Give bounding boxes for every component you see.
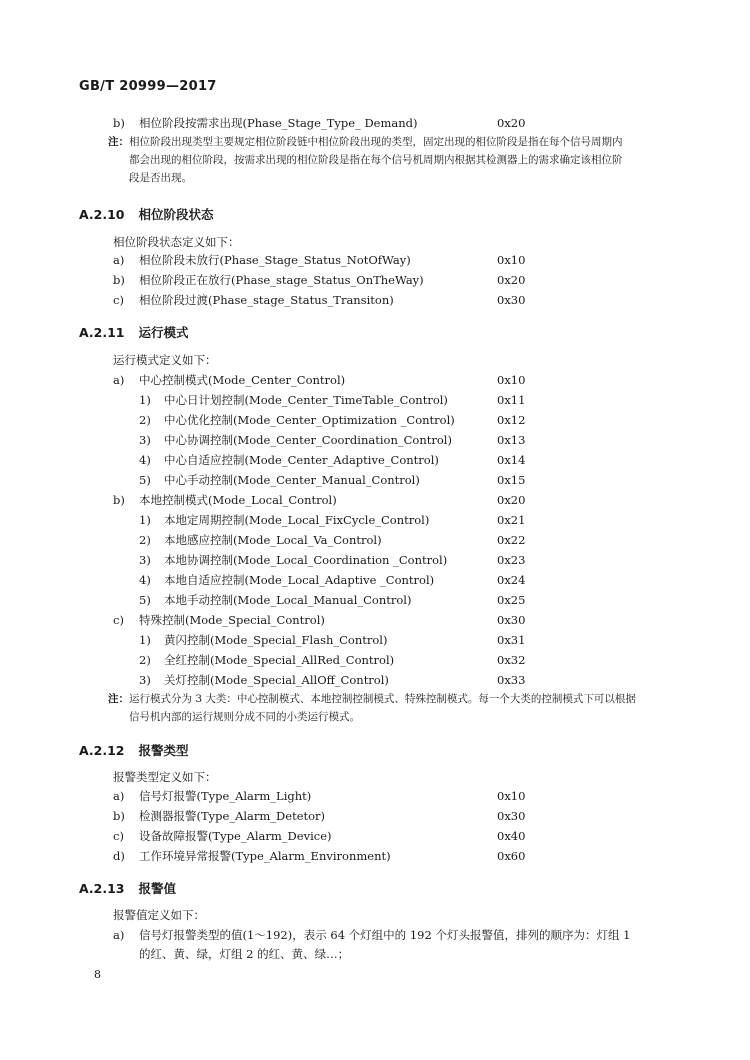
sub-text: 中心手动控制(Mode_Center_Manual_Control) [164,473,420,487]
sub-label: 3) [139,673,151,687]
note-line: 相位阶段出现类型主要规定相位阶段链中相位阶段出现的类型，固定出现的相位阶段是指在每个信号周期内 [129,136,623,148]
sub-text: 中心日计划控制(Mode_Center_TimeTable_Control) [164,393,448,407]
sub-item [139,573,435,587]
sub-text: 关灯控制(Mode_Special_AllOff_Control) [164,673,389,687]
sub-label: 3) [139,433,151,447]
sub-label: 3) [139,553,151,567]
sub-label: 2) [139,533,151,547]
sub-text: 本地感应控制(Mode_Local_Va_Control) [164,533,382,547]
list-item [113,273,424,287]
list-item [113,253,411,267]
item-text: 工作环境异常报警(Type_Alarm_Environment) [139,849,391,863]
section-title: 报警类型 [138,743,189,758]
sub-item [139,453,439,467]
sub-text: 全红控制(Mode_Special_AllRed_Control) [164,653,395,667]
item-text: 特殊控制(Mode_Special_Control) [139,613,325,627]
item-code: 0x30 [497,613,526,627]
item-code: 0x24 [497,573,526,587]
item-code: 0x31 [497,633,526,647]
sub-label: 4) [139,453,151,467]
sub-item [139,533,382,547]
item-code: 0x60 [497,849,526,863]
item-code: 0x30 [497,809,526,823]
sub-text: 黄闪控制(Mode_Special_Flash_Control) [164,633,388,647]
list-item [113,849,391,863]
item-code: 0x10 [497,373,526,387]
section-title: 运行模式 [138,325,189,340]
item-label: a) [113,253,125,267]
item-label: c) [113,613,124,627]
sub-text: 本地自适应控制(Mode_Local_Adaptive _Control) [164,573,435,587]
item-code: 0x22 [497,533,526,547]
item-text: 本地控制模式(Mode_Local_Control) [139,493,337,507]
standard-number: GB/T 20999—2017 [79,79,217,94]
section-title: 相位阶段状态 [138,207,214,222]
item-label: b) [113,493,125,507]
item-text: 相位阶段过渡(Phase_stage_Status_Transiton) [139,293,394,307]
item-code: 0x21 [497,513,526,527]
item-code: 0x14 [497,453,526,467]
sub-label: 2) [139,653,151,667]
section-title: 报警值 [138,881,177,896]
list-item [113,789,312,803]
note [108,134,623,150]
item-text: 相位阶段未放行(Phase_Stage_Status_NotOfWay) [139,253,411,267]
section-heading [79,323,189,341]
section-heading [79,741,189,759]
section-intro: 相位阶段状态定义如下： [113,235,240,249]
item-code: 0x30 [497,293,526,307]
list-item [113,293,394,307]
item-code: 0x11 [497,393,526,407]
page-number: 8 [94,968,101,981]
sub-item [139,413,455,427]
sub-label: 1) [139,393,151,407]
section-intro: 报警类型定义如下： [113,770,217,784]
item-label: b) [113,809,125,823]
sub-text: 中心自适应控制(Mode_Center_Adaptive_Control) [164,453,439,467]
section-number: A.2.11 [79,325,125,340]
item-code: 0x20 [497,493,526,507]
item-text: 检测器报警(Type_Alarm_Detetor) [139,809,326,823]
sub-label: 4) [139,573,151,587]
item-label: c) [113,829,124,843]
sub-text: 中心优化控制(Mode_Center_Optimization _Control) [164,413,455,427]
item-text: 信号灯报警类型的值(1～192)，表示 64 个灯组中的 192 个灯头报警值，排列的顺序为：灯组 1 [139,928,631,942]
item-code: 0x23 [497,553,526,567]
item-code: 0x13 [497,433,526,447]
sub-item [139,513,430,527]
note-line: 都会出现的相位阶段，按需求出现的相位阶段是指在每个信号机周期内根据其检测器上的需求确定该相位阶 [129,154,623,166]
item-code: 0x25 [497,593,526,607]
sub-item [139,433,452,447]
sub-item [139,553,448,567]
section-heading [79,205,214,223]
item-code: 0x33 [497,673,526,687]
item-text: 中心控制模式(Mode_Center_Control) [139,373,346,387]
item-label: b) [113,273,125,287]
note-prefix: 注： [108,693,129,705]
item-code: 0x10 [497,789,526,803]
item-code: 0x32 [497,653,526,667]
item-label: d) [113,849,125,863]
sub-item [139,393,448,407]
sub-label: 5) [139,473,151,487]
sub-item [139,633,388,647]
sub-label: 1) [139,633,151,647]
list-item [113,116,418,130]
list-item [113,928,631,942]
note-line: 段是否出现。 [129,172,192,184]
list-item [113,493,337,507]
item-label: b) [113,116,125,130]
sub-text: 本地协调控制(Mode_Local_Coordination _Control) [164,553,448,567]
sub-label: 1) [139,513,151,527]
item-label: c) [113,293,124,307]
sub-text: 本地手动控制(Mode_Local_Manual_Control) [164,593,412,607]
note-prefix: 注： [108,136,129,148]
item-text: 相位阶段正在放行(Phase_stage_Status_OnTheWay) [139,273,424,287]
list-item [113,373,346,387]
item-label: a) [113,789,125,803]
list-item [113,809,326,823]
section-number: A.2.10 [79,207,125,222]
item-label: a) [113,373,125,387]
item-text: 相位阶段按需求出现(Phase_Stage_Type_ Demand) [139,116,418,130]
item-code: 0x20 [497,273,526,287]
section-heading [79,879,176,897]
item-code: 0x10 [497,253,526,267]
item-code: 0x40 [497,829,526,843]
sub-item [139,653,395,667]
sub-item [139,473,420,487]
sub-text: 本地定周期控制(Mode_Local_FixCycle_Control) [164,513,430,527]
section-intro: 运行模式定义如下： [113,353,217,367]
list-item [113,613,325,627]
item-code: 0x20 [497,116,526,130]
sub-item [139,593,412,607]
item-text: 设备故障报警(Type_Alarm_Device) [139,829,332,843]
section-number: A.2.13 [79,881,125,896]
sub-label: 2) [139,413,151,427]
sub-label: 5) [139,593,151,607]
section-number: A.2.12 [79,743,125,758]
item-text: 信号灯报警(Type_Alarm_Light) [139,789,312,803]
item-code: 0x15 [497,473,526,487]
section-intro: 报警值定义如下： [113,908,205,922]
list-item [113,829,332,843]
sub-text: 中心协调控制(Mode_Center_Coordination_Control) [164,433,452,447]
item-code: 0x12 [497,413,526,427]
note-line: 信号机内部的运行规则分成不同的小类运行模式。 [129,711,360,723]
sub-item [139,673,389,687]
note [108,691,636,707]
item-label: a) [113,928,125,942]
note-line: 运行模式分为 3 大类：中心控制模式、本地控制控制模式、特殊控制模式。每一个大类的控制模式下可以根据 [129,693,636,705]
item-text-continued: 的红、黄、绿，灯组 2 的红、黄、绿…； [139,947,350,961]
